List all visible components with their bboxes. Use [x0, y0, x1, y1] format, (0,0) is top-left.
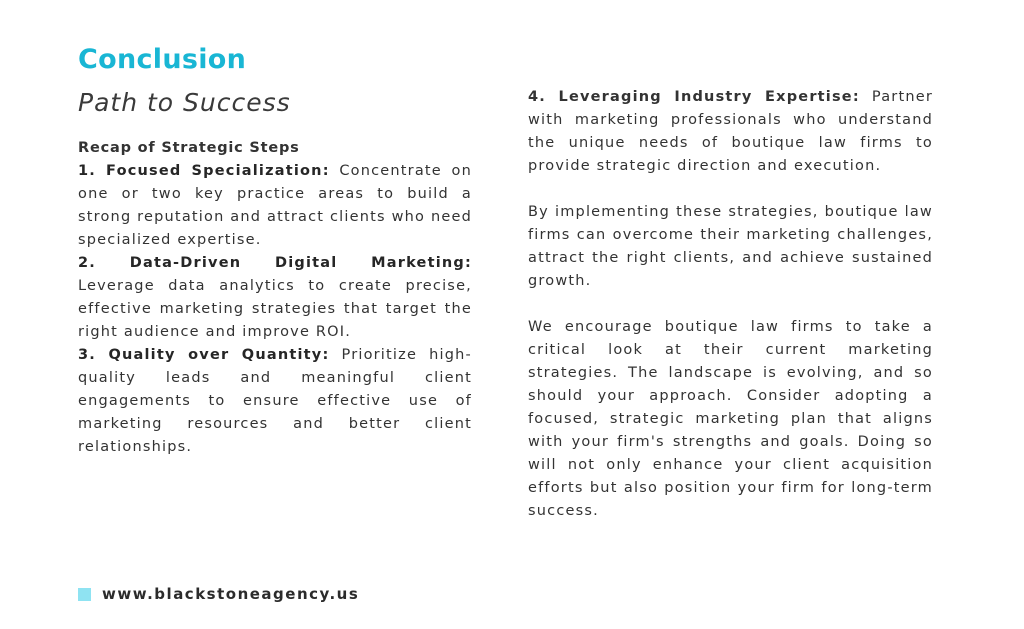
footer-square-icon	[78, 588, 91, 601]
step-3-label: 3. Quality over Quantity:	[78, 347, 330, 363]
page-subtitle: Path to Success	[78, 88, 291, 117]
step-4-text: Partner with marketing professionals who understand the unique needs of boutique law firms to provide strategic direction and execution.	[528, 89, 934, 174]
step-2	[78, 252, 472, 344]
step-2-label: 2. Data-Driven Digital Marketing:	[78, 255, 472, 271]
step-1	[78, 160, 472, 252]
right-column	[528, 86, 933, 523]
page-title: Conclusion	[78, 44, 247, 75]
footer	[78, 585, 359, 603]
step-4-label: 4. Leveraging Industry Expertise:	[528, 89, 860, 105]
left-column	[78, 137, 472, 459]
call-to-action-paragraph: We encourage boutique law firms to take a critical look at their current marketing strategies. The landscape is evolving, and so should your approach. Consider adopting a focused, strategic marketing plan that aligns with your firm's strengths and goals. Doing so will not only enhance your client acquisition efforts but also position your firm for long-term success.	[528, 319, 933, 519]
step-3-text: Prioritize high-quality leads and meaningful client engagements to ensure effective use of marketing resources and better client relationships.	[78, 347, 472, 455]
step-3	[78, 344, 472, 459]
step-4	[528, 86, 933, 178]
step-1-label: 1. Focused Specialization:	[78, 163, 330, 179]
summary-paragraph: By implementing these strategies, boutique law firms can overcome their marketing challenges, attract the right clients, and achieve sustained growth.	[528, 204, 933, 289]
step-2-text: Leverage data analytics to create precise, effective marketing strategies that target the right audience and improve ROI.	[78, 278, 472, 340]
step-1-text: Concentrate on one or two key practice areas to build a strong reputation and attract clients who need specialized expertise.	[78, 163, 472, 248]
recap-title: Recap of Strategic Steps	[78, 140, 300, 156]
footer-url-link[interactable]: www.blackstoneagency.us	[102, 585, 360, 603]
